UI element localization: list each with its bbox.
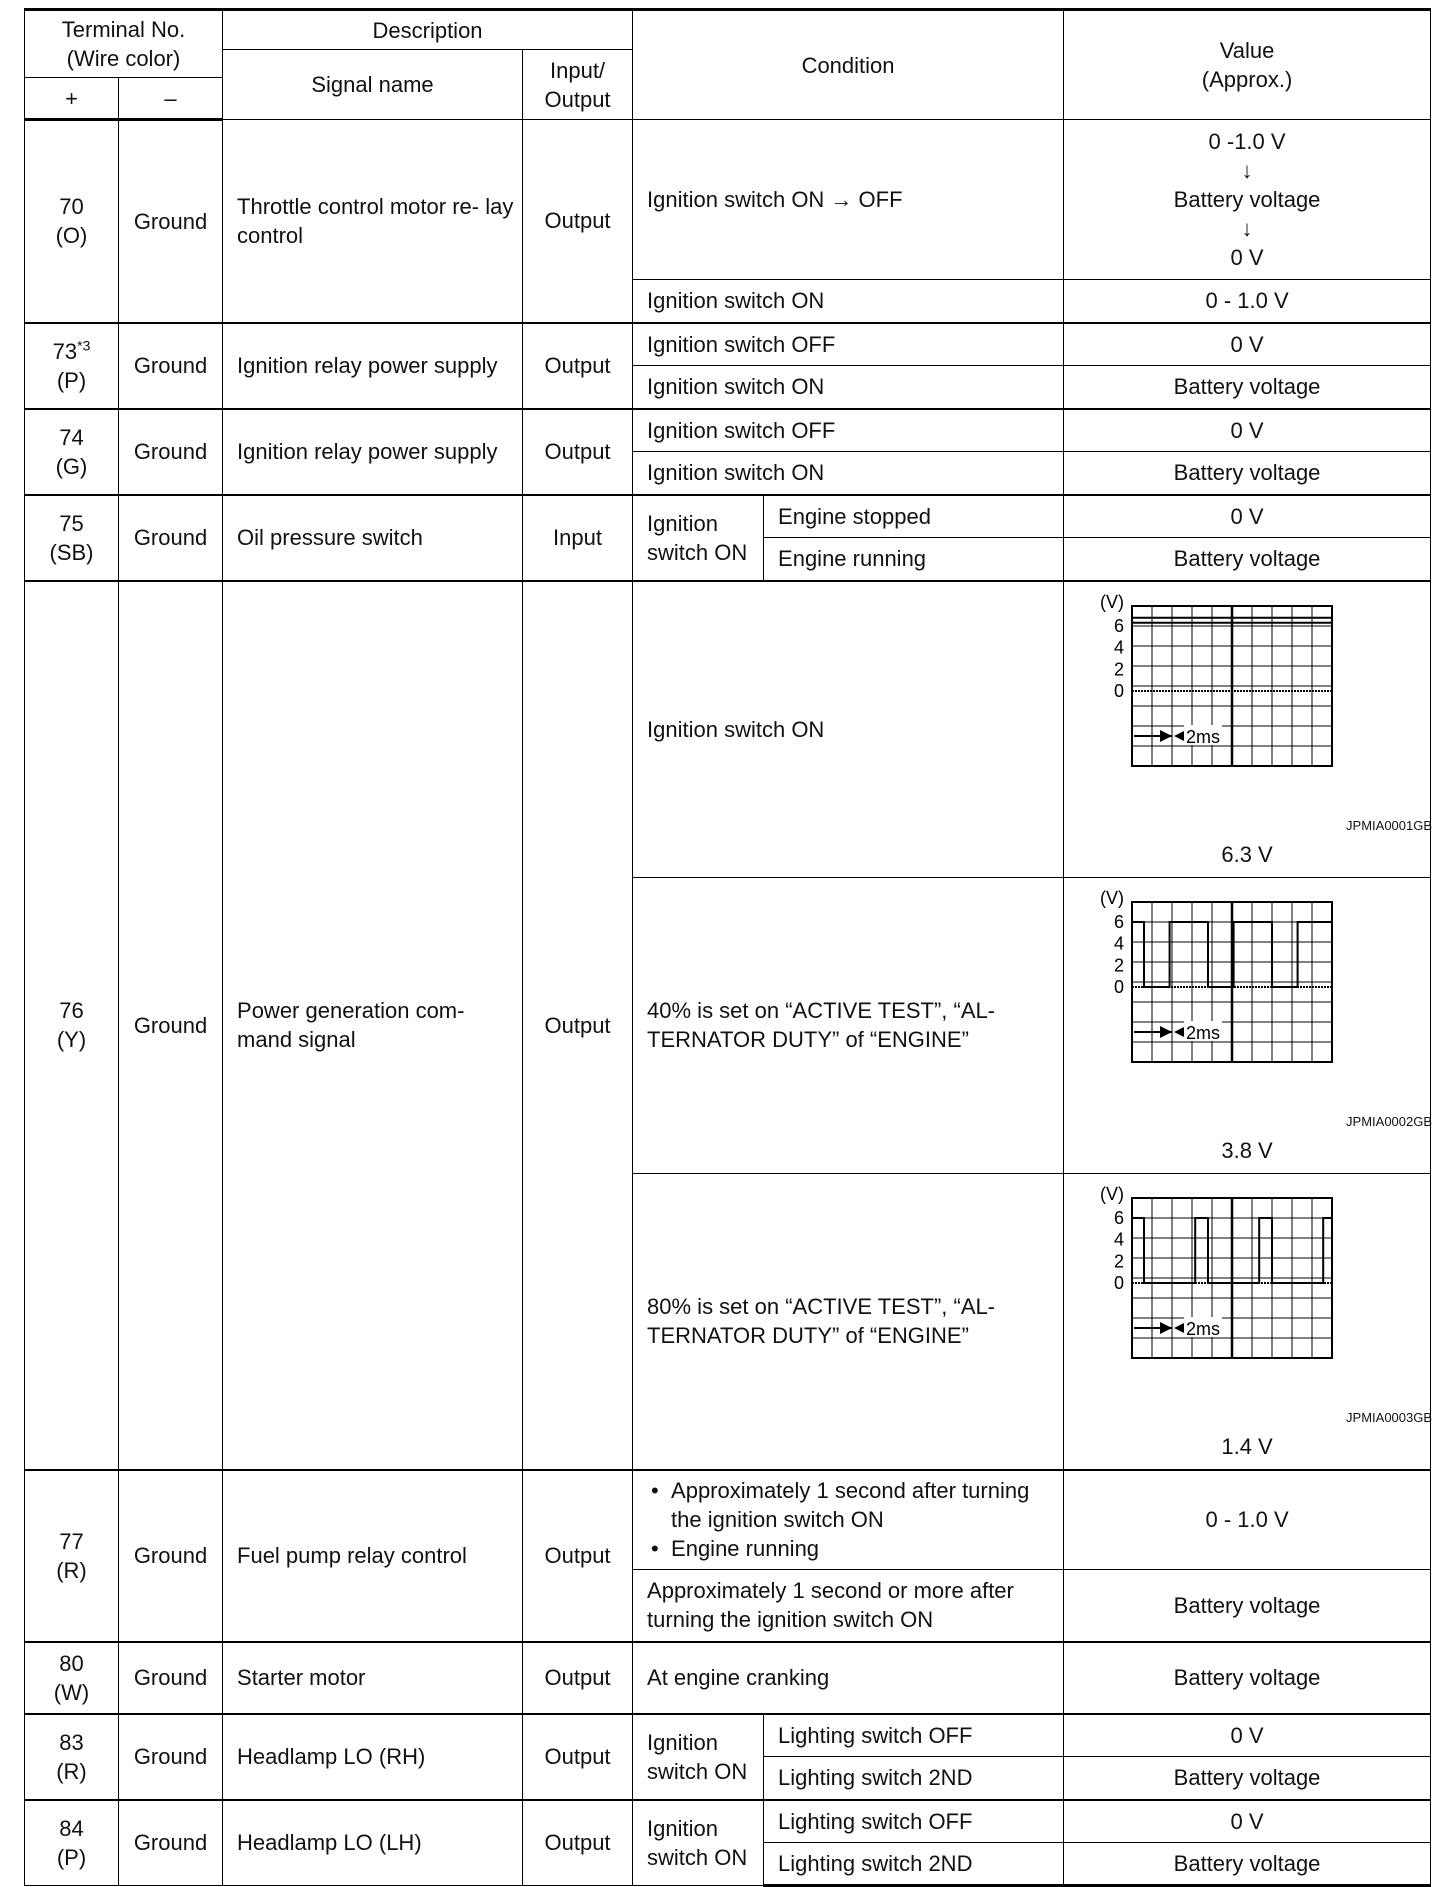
- y-tick-label: 0: [1114, 680, 1125, 701]
- terminal-no-header: Terminal No. (Wire color): [25, 10, 223, 78]
- io-77: Output: [523, 1470, 633, 1642]
- value-74-2: Battery voltage: [1064, 452, 1431, 495]
- condition-77-2: Approximately 1 second or more after turning the ignition switch ON: [633, 1570, 1064, 1642]
- y-tick-label: 0: [1114, 1272, 1125, 1293]
- value-77-2: Battery voltage: [1064, 1570, 1431, 1642]
- time-marker-arrow: [1160, 1322, 1172, 1334]
- signal-74: Ignition relay power supply: [223, 409, 523, 495]
- y-tick-label: 2: [1114, 658, 1125, 679]
- io-83: Output: [523, 1714, 633, 1800]
- y-tick-label: 6: [1114, 1207, 1125, 1228]
- value-76-3: [1064, 1173, 1431, 1470]
- value-73-1: 0 V: [1064, 323, 1431, 366]
- signal-83: Headlamp LO (RH): [223, 1714, 523, 1800]
- value-74-1: 0 V: [1064, 409, 1431, 452]
- condition-76-2: 40% is set on “ACTIVE TEST”, “AL- TERNATOR DUTY” of “ENGINE”: [633, 877, 1064, 1173]
- signal-77: Fuel pump relay control: [223, 1470, 523, 1642]
- condition-76-1: Ignition switch ON: [633, 581, 1064, 878]
- condition-75-1: Engine stopped: [764, 495, 1064, 538]
- signal-84: Headlamp LO (LH): [223, 1800, 523, 1886]
- value-84-2: Battery voltage: [1064, 1843, 1431, 1886]
- condition-73-2: Ignition switch ON: [633, 366, 1064, 409]
- ground-80: Ground: [119, 1642, 223, 1714]
- terminal-84: 84 (P): [25, 1800, 119, 1886]
- time-marker-arrow: [1160, 1026, 1172, 1038]
- time-label: 2ms: [1186, 726, 1221, 747]
- condition-80: At engine cranking: [633, 1642, 1064, 1714]
- y-tick-label: 4: [1114, 1229, 1125, 1250]
- terminal-83: 83 (R): [25, 1714, 119, 1800]
- ground-77: Ground: [119, 1470, 223, 1642]
- value-76-2: [1064, 877, 1431, 1173]
- condition-77-1: [633, 1470, 1064, 1570]
- ground-74: Ground: [119, 409, 223, 495]
- y-unit-label: (V): [1100, 591, 1125, 612]
- wave-value-76-2: 3.8 V: [1221, 1137, 1273, 1163]
- figure-id-76-3: JPMIA0003GB: [1346, 1409, 1433, 1425]
- condition-76-3: 80% is set on “ACTIVE TEST”, “AL- TERNATOR DUTY” of “ENGINE”: [633, 1173, 1064, 1470]
- io-70: Output: [523, 120, 633, 323]
- time-label: 2ms: [1186, 1318, 1221, 1339]
- value-73-2: Battery voltage: [1064, 366, 1431, 409]
- value-83-2: Battery voltage: [1064, 1757, 1431, 1800]
- signal-76: Power generation com- mand signal: [223, 581, 523, 1470]
- condition-77-bullet-1: • Approximately 1 second after turning the ignition switch ON: [647, 1476, 1055, 1534]
- ground-84: Ground: [119, 1800, 223, 1886]
- io-76: Output: [523, 581, 633, 1470]
- waveform-76-3: [1072, 1178, 1432, 1410]
- waveform-76-1: [1072, 586, 1432, 818]
- condition-84-2: Lighting switch 2ND: [764, 1843, 1064, 1886]
- y-tick-label: 4: [1114, 637, 1125, 658]
- value-80: Battery voltage: [1064, 1642, 1431, 1714]
- ground-76: Ground: [119, 581, 223, 1470]
- io-header: Input/ Output: [523, 50, 633, 120]
- terminal-77: 77 (R): [25, 1470, 119, 1642]
- condition-75-2: Engine running: [764, 538, 1064, 581]
- terminal-74: 74 (G): [25, 409, 119, 495]
- signal-73: Ignition relay power supply: [223, 323, 523, 409]
- condition-84-1: Lighting switch OFF: [764, 1800, 1064, 1843]
- y-tick-label: 4: [1114, 933, 1125, 954]
- wave-value-76-1: 6.3 V: [1221, 841, 1273, 867]
- value-76-1: [1064, 581, 1431, 878]
- terminal-80: 80 (W): [25, 1642, 119, 1714]
- time-marker-arrow: [1160, 730, 1172, 742]
- condition-75-main: Ignition switch ON: [633, 495, 764, 581]
- condition-70-1: Ignition switch ON → OFF: [633, 120, 1064, 280]
- condition-70-2: Ignition switch ON: [633, 280, 1064, 323]
- io-74: Output: [523, 409, 633, 495]
- value-70-1: 0 -1.0 V ↓ Battery voltage ↓ 0 V: [1064, 120, 1431, 280]
- condition-84-main: Ignition switch ON: [633, 1800, 764, 1886]
- minus-header: –: [119, 78, 223, 120]
- y-unit-label: (V): [1100, 887, 1125, 908]
- terminal-73: 73$^{*3}$ (P): [25, 323, 119, 409]
- document-page: [24, 8, 1433, 1878]
- value-77-1: 0 - 1.0 V: [1064, 1470, 1431, 1570]
- value-83-1: 0 V: [1064, 1714, 1431, 1757]
- condition-header: Condition: [633, 10, 1064, 120]
- plus-header: +: [25, 78, 119, 120]
- signal-name-header: Signal name: [223, 50, 523, 120]
- ecm-terminal-table: [24, 8, 1431, 1887]
- y-tick-label: 0: [1114, 976, 1125, 997]
- signal-70: Throttle control motor re- lay control: [223, 120, 523, 323]
- description-header: Description: [223, 10, 633, 50]
- ground-83: Ground: [119, 1714, 223, 1800]
- terminal-76: 76 (Y): [25, 581, 119, 1470]
- signal-75: Oil pressure switch: [223, 495, 523, 581]
- value-75-2: Battery voltage: [1064, 538, 1431, 581]
- value-84-1: 0 V: [1064, 1800, 1431, 1843]
- value-75-1: 0 V: [1064, 495, 1431, 538]
- value-header: Value (Approx.): [1064, 10, 1431, 120]
- ground-70: Ground: [119, 120, 223, 323]
- y-tick-label: 6: [1114, 911, 1125, 932]
- waveform-76-2: [1072, 882, 1432, 1114]
- terminal-70: 70 (O): [25, 120, 119, 323]
- condition-83-main: Ignition switch ON: [633, 1714, 764, 1800]
- figure-id-76-1: JPMIA0001GB: [1346, 817, 1433, 833]
- io-84: Output: [523, 1800, 633, 1886]
- condition-83-2: Lighting switch 2ND: [764, 1757, 1064, 1800]
- y-unit-label: (V): [1100, 1183, 1125, 1204]
- io-80: Output: [523, 1642, 633, 1714]
- time-label: 2ms: [1186, 1022, 1221, 1043]
- terminal-75: 75 (SB): [25, 495, 119, 581]
- condition-83-1: Lighting switch OFF: [764, 1714, 1064, 1757]
- condition-74-2: Ignition switch ON: [633, 452, 1064, 495]
- wave-value-76-3: 1.4 V: [1221, 1433, 1273, 1459]
- condition-73-1: Ignition switch OFF: [633, 323, 1064, 366]
- y-tick-label: 6: [1114, 615, 1125, 636]
- signal-80: Starter motor: [223, 1642, 523, 1714]
- ground-73: Ground: [119, 323, 223, 409]
- io-75: Input: [523, 495, 633, 581]
- value-70-2: 0 - 1.0 V: [1064, 280, 1431, 323]
- io-73: Output: [523, 323, 633, 409]
- condition-77-bullet-2: • Engine running: [647, 1534, 1055, 1563]
- figure-id-76-2: JPMIA0002GB: [1346, 1113, 1433, 1129]
- y-tick-label: 2: [1114, 1250, 1125, 1271]
- condition-74-1: Ignition switch OFF: [633, 409, 1064, 452]
- ground-75: Ground: [119, 495, 223, 581]
- y-tick-label: 2: [1114, 954, 1125, 975]
